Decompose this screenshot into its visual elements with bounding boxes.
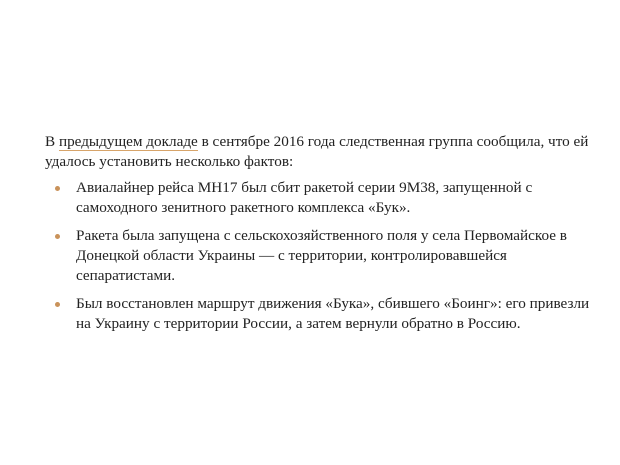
facts-list (45, 178, 590, 334)
previous-report-link[interactable]: предыдущем докладе (58, 133, 198, 150)
list-item (45, 294, 590, 334)
intro-text-start: В (45, 133, 59, 150)
article-body (45, 132, 590, 342)
list-item (45, 226, 590, 286)
fact-text: Авиалайнер рейса MH17 был сбит ракетой серии 9М38, запущенной с самоходного зенитного ракетного комплекса «Бук». (76, 179, 533, 216)
intro-text-end: в сентябре 2016 года следственная группа сообщила, что ей удалось установить несколько фактов: (45, 133, 589, 170)
fact-text: Ракета была запущена с сельскохозяйственного поля у села Первомайское в Донецкой области Украины — с территории, контролировавшейся сепаратистами. (76, 227, 567, 284)
intro-paragraph (45, 132, 590, 172)
list-item (45, 178, 590, 218)
fact-text: Был восстановлен маршрут движения «Бука», сбившего «Боинг»: его привезли на Украину с территории России, а затем вернули обратно в Россию. (76, 295, 590, 332)
bullet-icon (55, 234, 60, 239)
bullet-icon (55, 186, 60, 191)
bullet-icon (55, 302, 60, 307)
